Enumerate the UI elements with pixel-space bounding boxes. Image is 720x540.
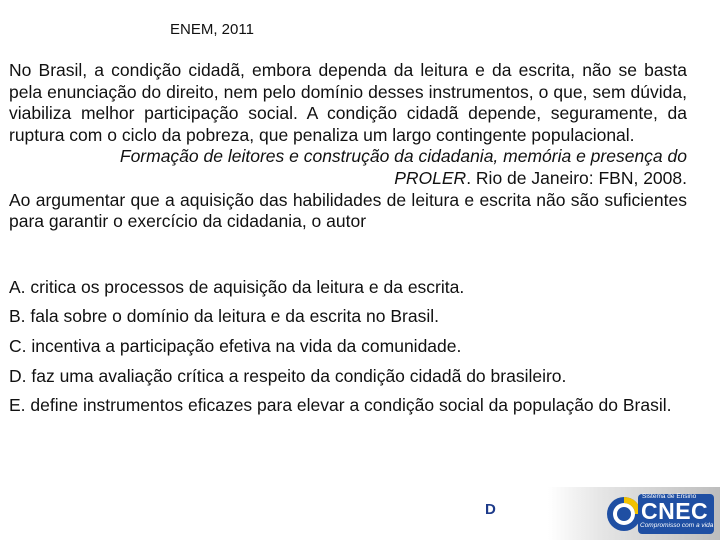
option-d[interactable]: D. faz uma avaliação crítica a respeito da condição cidadã do brasileiro. (9, 365, 567, 386)
citation-source: . Rio de Janeiro: FBN, 2008. (466, 167, 687, 188)
options-list (9, 277, 687, 417)
question-content (9, 60, 687, 425)
answer-key: D (485, 501, 496, 518)
passage-citation (9, 146, 687, 189)
passage-text: No Brasil, a condição cidadã, embora dependa da leitura e da escrita, não se basta pela enunciação do direito, nem pelo domínio desses instrumentos, o que, sem dúvida, viabiliza melhor participação social. A condição cidadã depende, seguramente, da ruptura com o ciclo da pobreza, que penaliza um largo contingente populacional. (9, 60, 687, 145)
logo-name: CNEC (641, 498, 709, 524)
option-e[interactable]: E. define instrumentos eficazes para elevar a condição social da população do Brasil. (9, 395, 672, 416)
question-stem: Ao argumentar que a aquisição das habilidades de leitura e escrita não são suficientes para garantir o exercício da cidadania, o autor (9, 189, 687, 232)
exam-header: ENEM, 2011 (170, 21, 254, 38)
option-c[interactable]: C. incentiva a participação efetiva na vida da comunidade. (9, 335, 462, 356)
option-a[interactable]: A. critica os processos de aquisição da leitura e da escrita. (9, 276, 465, 297)
citation-title: Formação de leitores e construção da cidadania, memória e presença do PROLER (119, 146, 687, 188)
logo-top-line: Sistema de Ensino (642, 493, 697, 500)
logo-tagline: Compromisso com a vida (640, 522, 714, 529)
option-b[interactable]: B. fala sobre o domínio da leitura e da escrita no Brasil. (9, 306, 439, 327)
